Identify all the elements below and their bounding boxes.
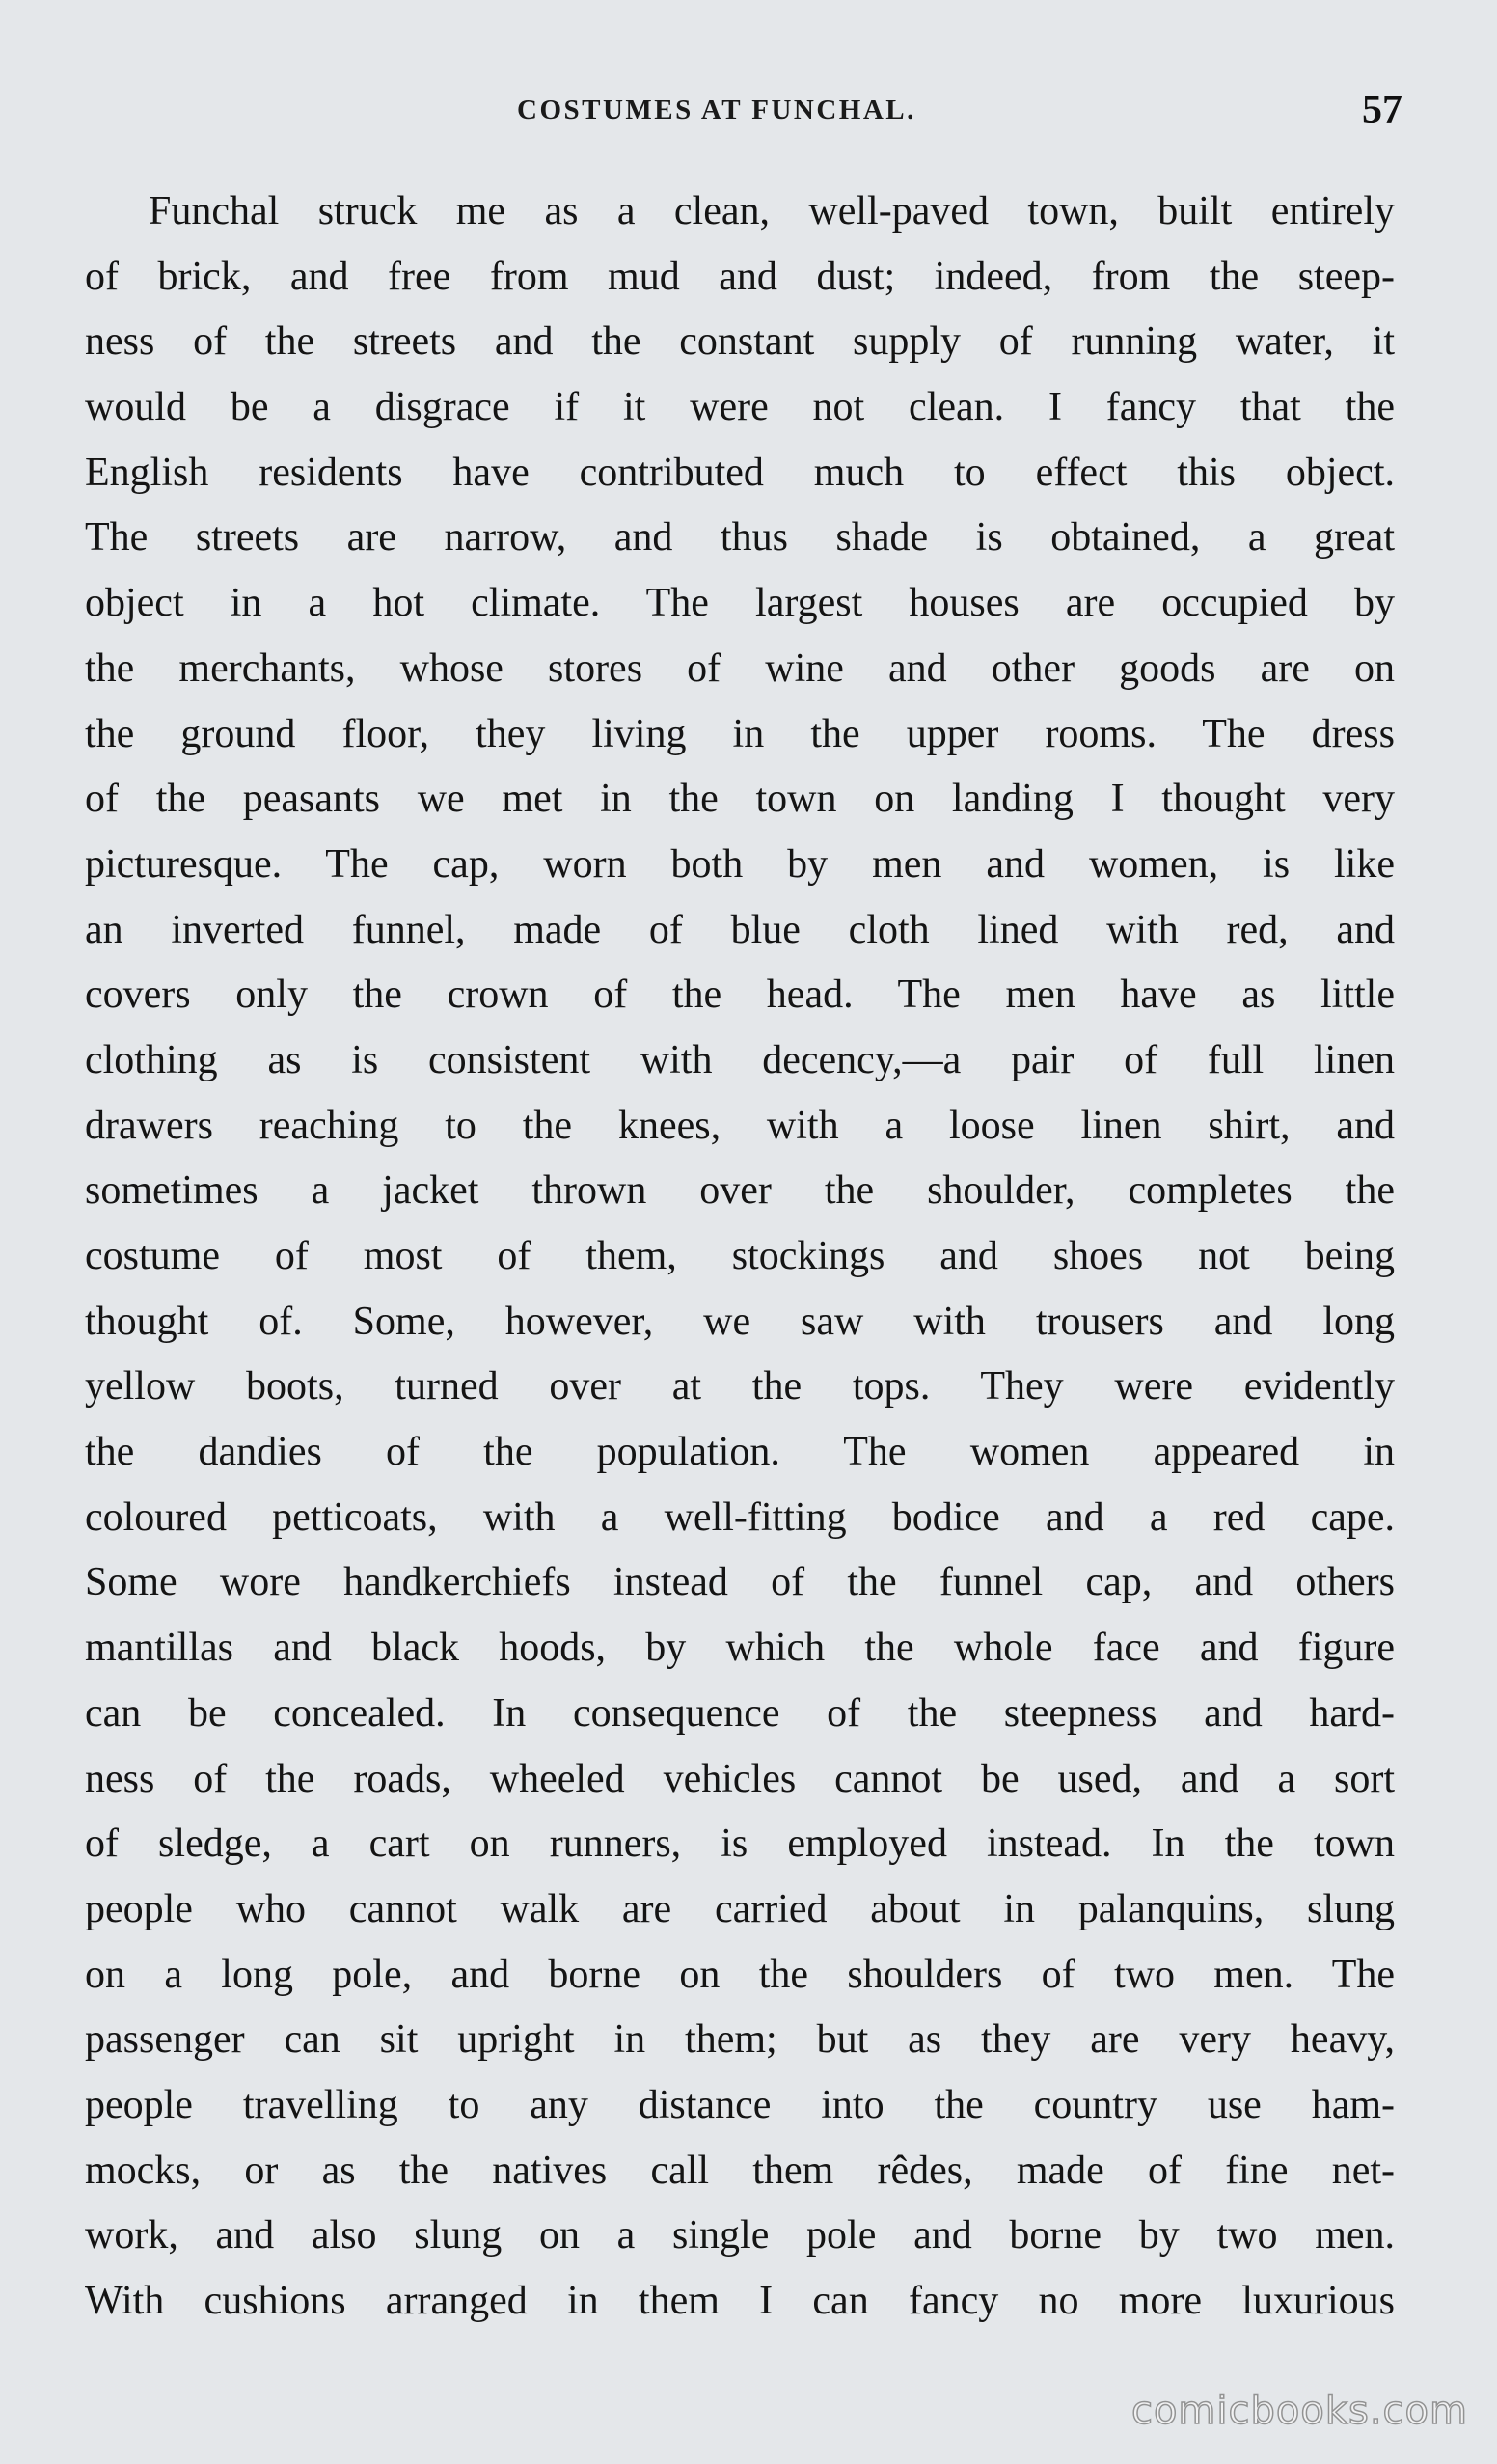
text-line: the merchants, whose stores of wine and other goods are on bbox=[85, 645, 1395, 691]
text-line: sometimes a jacket thrown over the shoulder, completes the bbox=[85, 1168, 1395, 1214]
text-line: mocks, or as the natives call them rêdes, made of fine net- bbox=[85, 2148, 1395, 2193]
text-line: thought of. Some, however, we saw with trousers and long bbox=[85, 1299, 1395, 1344]
text-line: yellow boots, turned over at the tops. They were evidently bbox=[85, 1364, 1395, 1410]
text-line: English residents have contributed much to effect this object. bbox=[85, 450, 1395, 495]
text-line: the ground floor, they living in the upper rooms. The dress bbox=[85, 711, 1395, 756]
text-line: on a long pole, and borne on the shoulders of two men. The bbox=[85, 1952, 1395, 1997]
running-head: COSTUMES AT FUNCHAL. bbox=[517, 95, 916, 125]
text-line: drawers reaching to the knees, with a loose linen shirt, and bbox=[85, 1103, 1395, 1148]
text-line: work, and also slung on a single pole and borne by two men. bbox=[85, 2213, 1395, 2259]
text-line: of the peasants we met in the town on landing I thought very bbox=[85, 777, 1395, 822]
text-line: people travelling to any distance into the country use ham- bbox=[85, 2082, 1395, 2127]
text-line: object in a hot climate. The largest houses are occupied by bbox=[85, 581, 1395, 626]
text-line: an inverted funnel, made of blue cloth lined with red, and bbox=[85, 907, 1395, 952]
text-line: Some wore handkerchiefs instead of the funnel cap, and others bbox=[85, 1560, 1395, 1605]
text-line: The streets are narrow, and thus shade is obtained, a great bbox=[85, 515, 1395, 561]
body-text bbox=[85, 179, 1395, 2335]
watermark: comicbooks.com bbox=[1130, 2389, 1468, 2433]
text-line: Funchal struck me as a clean, well-paved town, built entirely bbox=[149, 189, 1395, 233]
text-line: clothing as is consistent with decency,—a pair of full linen bbox=[85, 1037, 1395, 1082]
text-line: the dandies of the population. The women appeared in bbox=[85, 1430, 1395, 1475]
text-line: costume of most of them, stockings and shoes not being bbox=[85, 1234, 1395, 1278]
text-line: picturesque. The cap, worn both by men and women, is like bbox=[85, 841, 1395, 887]
text-line: mantillas and black hoods, by which the whole face and figure bbox=[85, 1626, 1395, 1671]
text-line: people who cannot walk are carried about in palanquins, slung bbox=[85, 1886, 1395, 1931]
text-line: passenger can sit upright in them; but as they are very heavy, bbox=[85, 2017, 1395, 2063]
text-line: of brick, and free from mud and dust; indeed, from the steep- bbox=[85, 254, 1395, 299]
text-line: covers only the crown of the head. The men have as little bbox=[85, 972, 1395, 1018]
text-line: would be a disgrace if it were not clean. I fancy that the bbox=[85, 385, 1395, 430]
text-line: of sledge, a cart on runners, is employed instead. In the town bbox=[85, 1821, 1395, 1867]
page-number: 57 bbox=[1362, 88, 1402, 132]
text-line: ness of the roads, wheeled vehicles cannot be used, and a sort bbox=[85, 1756, 1395, 1801]
text-line: ness of the streets and the constant supply of running water, it bbox=[85, 319, 1395, 365]
text-line: coloured petticoats, with a well-fitting bodice and a red cape. bbox=[85, 1494, 1395, 1540]
text-line: can be concealed. In consequence of the steepness and hard- bbox=[85, 1690, 1395, 1736]
text-line: With cushions arranged in them I can fancy no more luxurious bbox=[85, 2279, 1395, 2323]
